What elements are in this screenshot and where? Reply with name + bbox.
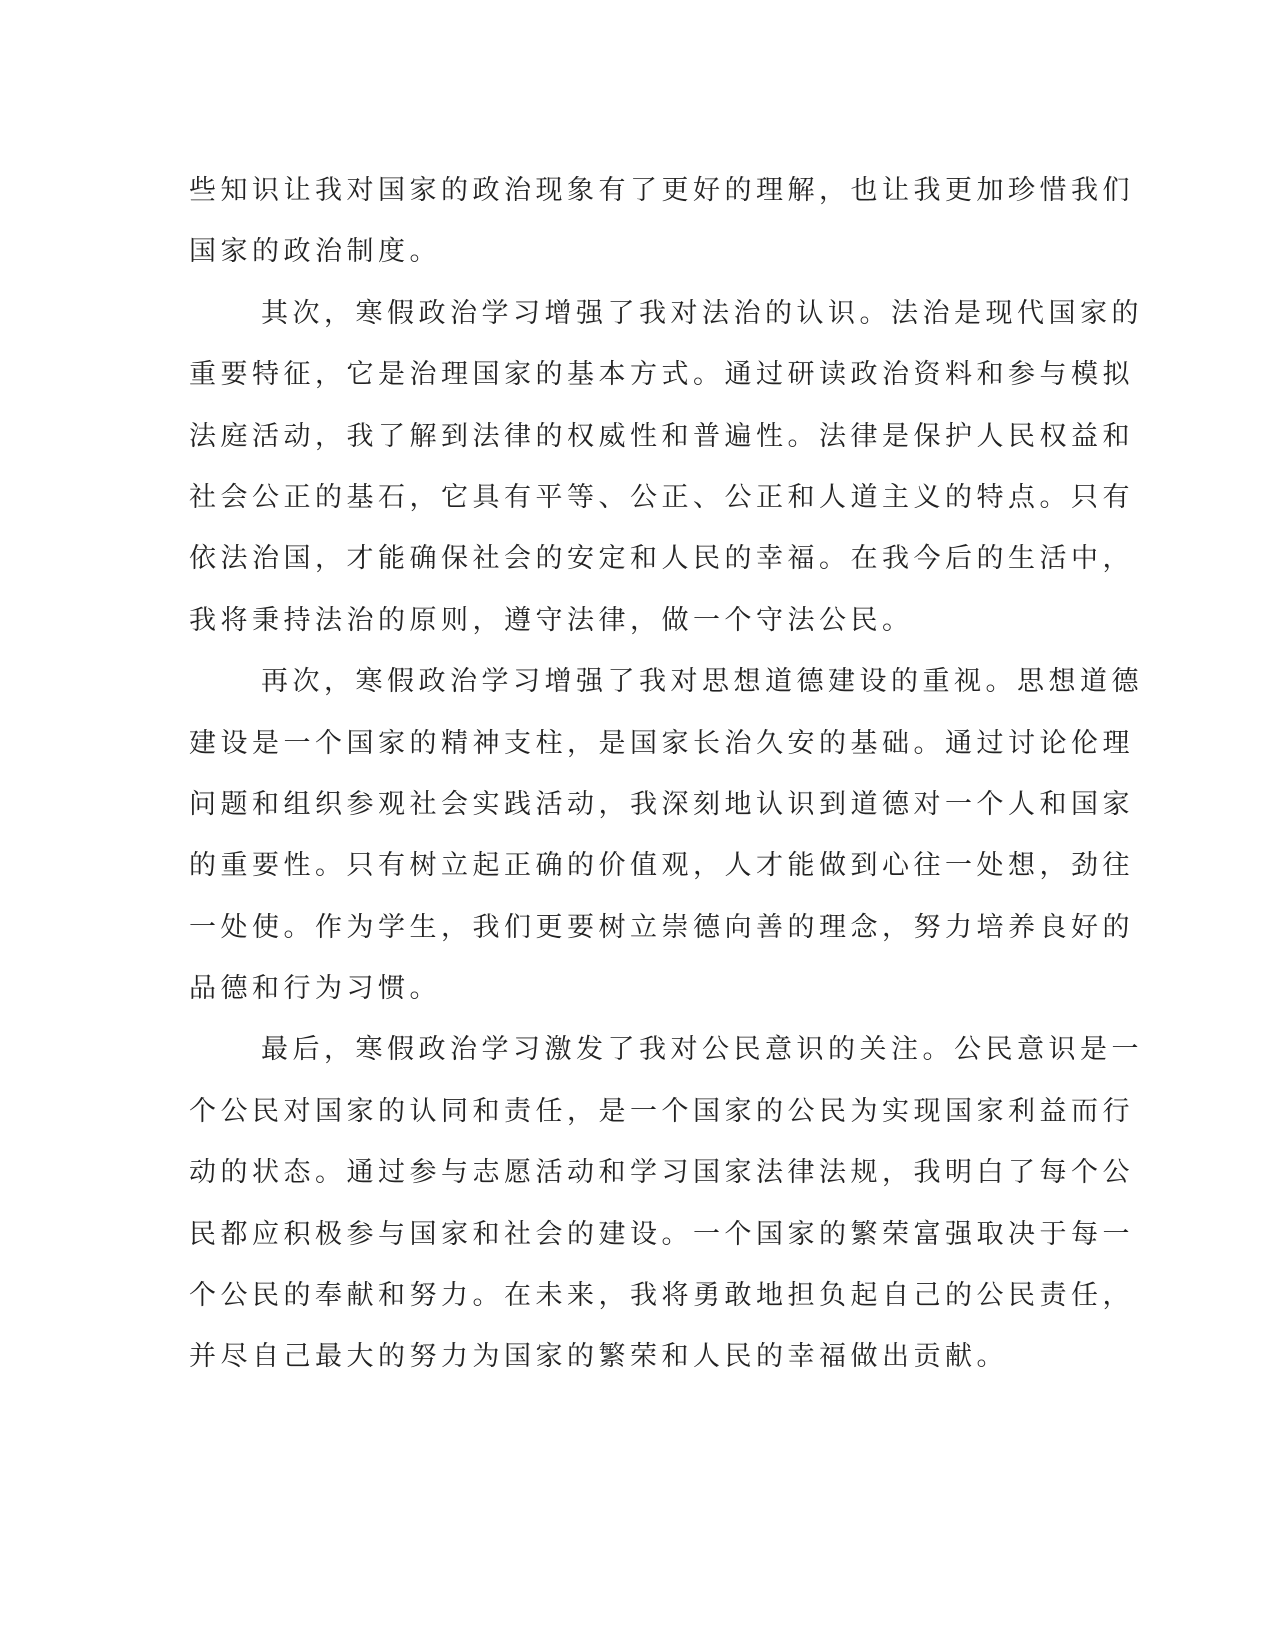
text-line: 些知识让我对国家的政治现象有了更好的理解，也让我更加珍惜我们	[189, 175, 1134, 206]
text-line: 的重要性。只有树立起正确的价值观，人才能做到心往一处想，劲往	[189, 850, 1134, 882]
text-line: 并尽自己最大的努力为国家的繁荣和人民的幸福做出贡献。	[189, 1341, 1008, 1373]
text-line: 一处使。作为学生，我们更要树立崇德向善的理念，努力培养良好的	[189, 911, 1134, 943]
text-line: 动的状态。通过参与志愿活动和学习国家法律法规，我明白了每个公	[189, 1157, 1134, 1189]
text-line: 个公民对国家的认同和责任，是一个国家的公民为实现国家利益而行	[189, 1095, 1134, 1127]
text-line: 社会公正的基石，它具有平等、公正、公正和人道主义的特点。只有	[189, 481, 1134, 513]
body-text	[189, 160, 1143, 1388]
paragraph-start-line: 最后，寒假政治学习激发了我对公民意识的关注。公民意识是一	[261, 1034, 1143, 1066]
text-line: 国家的政治制度。	[189, 236, 441, 268]
text-line: 法庭活动，我了解到法律的权威性和普遍性。法律是保护人民权益和	[189, 420, 1134, 452]
paragraph-start-line: 再次，寒假政治学习增强了我对思想道德建设的重视。思想道德	[261, 666, 1143, 698]
text-line: 依法治国，才能确保社会的安定和人民的幸福。在我今后的生活中，	[189, 543, 1134, 575]
text-line: 品德和行为习惯。	[189, 973, 441, 1005]
text-line: 民都应积极参与国家和社会的建设。一个国家的繁荣富强取决于每一	[189, 1218, 1134, 1250]
text-line: 我将秉持法治的原则，遵守法律，做一个守法公民。	[189, 604, 914, 636]
text-line: 问题和组织参观社会实践活动，我深刻地认识到道德对一个人和国家	[189, 788, 1134, 820]
text-line: 重要特征，它是治理国家的基本方式。通过研读政治资料和参与模拟	[189, 359, 1134, 391]
paragraph-start-line: 其次，寒假政治学习增强了我对法治的认识。法治是现代国家的	[261, 297, 1143, 329]
text-line: 建设是一个国家的精神支柱，是国家长治久安的基础。通过讨论伦理	[189, 727, 1134, 759]
text-line: 个公民的奉献和努力。在未来，我将勇敢地担负起自己的公民责任，	[189, 1280, 1134, 1312]
